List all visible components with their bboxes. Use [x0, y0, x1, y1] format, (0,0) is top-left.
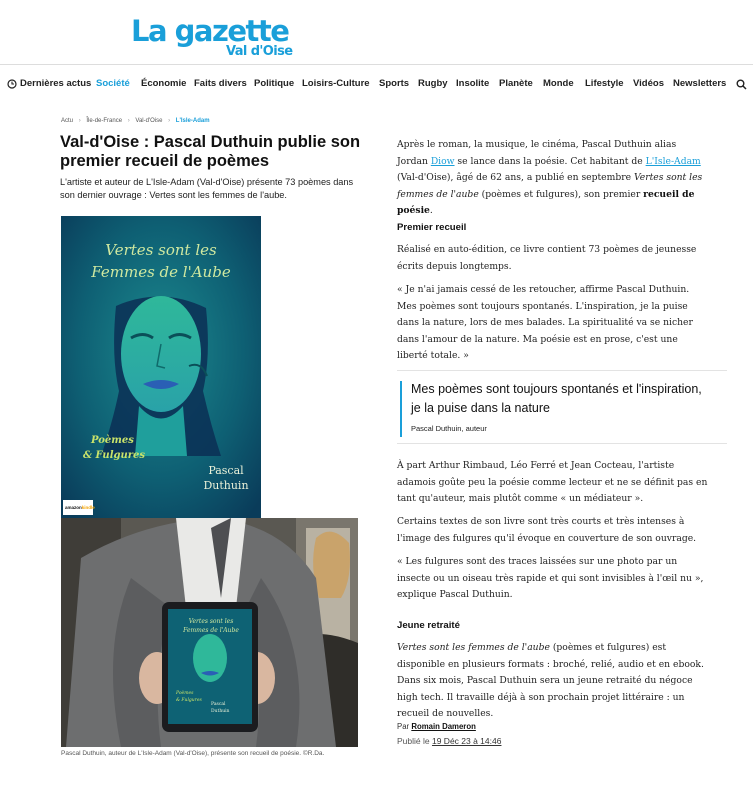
- breadcrumb-item-lisle-adam[interactable]: L'Isle-Adam: [175, 118, 210, 124]
- link-lisle-adam[interactable]: L'Isle-Adam: [645, 155, 701, 167]
- book-title-emphasis: Vertes sont les femmes de l'aube: [397, 172, 703, 200]
- recueil-strong: recueil de poésie: [397, 188, 695, 216]
- cover-author-line2: Duthuin: [203, 479, 249, 492]
- tablet-title-line1: Vertes sont les: [188, 618, 234, 625]
- article-title: Val-d'Oise : Pascal Duthuin publie son premier recueil de poèmes: [60, 133, 361, 170]
- article-paragraph-intro: [397, 137, 709, 220]
- section-heading-jeune-retraite: Jeune retraité: [397, 620, 460, 631]
- article-paragraph-3: « Je n'ai jamais cessé de les retoucher, affirme Pascal Duthuin. Mes poèmes sont toujours spontanés. L'inspiration, je la puise dans la nature, lors de mes balades. La spiritualité va se nicher dans l'amour de la nature. Ma poésie est en prose, c'est une liberté totale. »: [397, 284, 693, 361]
- intro-text-b: se lance dans la poésie. Cet habitant de: [454, 155, 646, 167]
- article-paragraph-5: Certains textes de son livre sont très courts et très intenses à l'image des fulgures qu'il évoque en couverture de son ouvrage.: [397, 516, 697, 544]
- clock-icon: [7, 79, 17, 89]
- nav-item-economie[interactable]: Économie: [141, 78, 187, 89]
- article-paragraph-7: [397, 640, 709, 723]
- logo-main-text: La gazette: [131, 14, 289, 48]
- nav-item-faits-divers[interactable]: Faits divers: [194, 78, 247, 89]
- photo-caption: Pascal Duthuin, auteur de L'Isle-Adam (Val-d'Oise), présente son recueil de poésie. ©R.Da.: [61, 750, 325, 757]
- cover-title-line1: Vertes sont les: [105, 241, 217, 259]
- section-heading-premier-recueil: Premier recueil: [397, 222, 467, 233]
- publish-date: [397, 736, 501, 746]
- amazon-kindle-badge: [63, 500, 93, 515]
- byline: [397, 722, 476, 731]
- tablet-author-line1: Pascal: [211, 702, 226, 707]
- quote-author: Pascal Duthuin, auteur: [411, 424, 487, 433]
- search-icon[interactable]: [736, 79, 747, 90]
- nav-item-loisirs-culture[interactable]: Loisirs-Culture: [302, 78, 370, 89]
- main-nav: [0, 74, 753, 96]
- article-paragraph-6: « Les fulgures sont des traces laissées sur une photo par un insecte ou un oiseau très rapide et qui sont invisibles à l'œil nu », explique Pascal Duthuin.: [397, 556, 704, 600]
- cover-title-line2: Femmes de l'Aube: [91, 263, 231, 281]
- intro-text-a: Après le roman, la musique, le cinéma, Pascal Duthuin alias Jordan: [397, 139, 677, 167]
- breadcrumb-item-val-doise[interactable]: Val-d'Oise: [135, 118, 163, 124]
- site-logo[interactable]: [131, 16, 291, 60]
- author-link[interactable]: Romain Dameron: [411, 722, 476, 731]
- nav-item-politique[interactable]: Politique: [254, 78, 295, 89]
- tablet-sub-line2: & Fulgures: [176, 698, 202, 703]
- breadcrumb-separator: ›: [168, 118, 171, 124]
- intro-text-c: (Val-d'Oise), âgé de 62 ans, a publié en septembre: [397, 172, 634, 183]
- article-lede: L'artiste et auteur de L'Isle-Adam (Val-d'Oise) présente 73 poèmes dans son dernier ouvrage : Vertes sont les femmes de l'aube.: [60, 177, 354, 200]
- breadcrumb-item-ile-de-france[interactable]: Île-de-France: [86, 118, 123, 124]
- quote-text: Mes poèmes sont toujours spontanés et l'inspiration, je la puise dans la nature: [411, 382, 702, 415]
- logo-sub-text: Val d'Oise: [226, 44, 293, 59]
- nav-item-sports[interactable]: Sports: [379, 78, 410, 89]
- article-paragraph-4: À part Arthur Rimbaud, Léo Ferré et Jean Cocteau, l'artiste adamois goûte peu la poésie comme lecteur et ne se définit pas en tant qu'auteur, mais plutôt comme « un médiateur ».: [397, 460, 708, 504]
- cover-author-line1: Pascal: [208, 464, 244, 477]
- book-title-emphasis: Vertes sont les femmes de l'aube: [397, 642, 550, 653]
- link-diow[interactable]: Diow: [430, 155, 455, 167]
- cover-sub-line2: & Fulgures: [83, 450, 146, 461]
- paragraph-7-text: (poèmes et fulgures) est disponible en plusieurs formats : broché, relié, audio et en ebook. Dans six mois, Pascal Duthuin sera un jeune retraité du négoce high tech. Il travaille déjà à son prochain projet littéraire : un recueil de nouvelles.: [397, 642, 704, 719]
- amazon-badge-prefix: amazon: [65, 505, 82, 510]
- breadcrumb-separator: ›: [127, 118, 130, 124]
- author-photo: [61, 518, 358, 747]
- tablet-title-line2: Femmes de l'Aube: [183, 627, 239, 634]
- intro-text-e: .: [429, 205, 433, 216]
- byline-prefix: Par: [397, 722, 410, 731]
- nav-item-societe[interactable]: Société: [96, 78, 130, 89]
- published-prefix: Publié le: [397, 736, 430, 746]
- header-divider: [0, 64, 753, 65]
- breadcrumb: [61, 118, 214, 124]
- nav-item-rugby[interactable]: Rugby: [418, 78, 448, 89]
- book-cover-image: [61, 216, 261, 518]
- pull-quote: [397, 370, 727, 444]
- breadcrumb-item-actu[interactable]: Actu: [61, 118, 74, 124]
- intro-text-d: (poèmes et fulgures), son premier: [478, 188, 644, 200]
- published-date: 19 Déc 23 à 14:46: [431, 736, 502, 746]
- quote-bar: [400, 381, 402, 437]
- nav-item-lifestyle[interactable]: Lifestyle: [585, 78, 624, 89]
- nav-item-planete[interactable]: Planète: [499, 78, 533, 89]
- nav-item-newsletters[interactable]: Newsletters: [673, 78, 727, 89]
- amazon-badge-suffix: kindle: [81, 505, 95, 510]
- tablet-author-line2: Duthuin: [211, 709, 230, 714]
- nav-item-insolite[interactable]: Insolite: [456, 78, 490, 89]
- nav-item-videos[interactable]: Vidéos: [633, 78, 664, 89]
- nav-item-dernieres-actus[interactable]: Dernières actus: [20, 78, 92, 89]
- breadcrumb-separator: ›: [78, 118, 81, 124]
- cover-sub-line1: Poèmes: [91, 435, 134, 446]
- tablet-sub-line1: Poèmes: [176, 691, 194, 696]
- nav-item-monde[interactable]: Monde: [543, 78, 574, 89]
- article-paragraph-2: Réalisé en auto-édition, ce livre contient 73 poèmes de jeunesse écrits depuis longtemps.: [397, 244, 697, 272]
